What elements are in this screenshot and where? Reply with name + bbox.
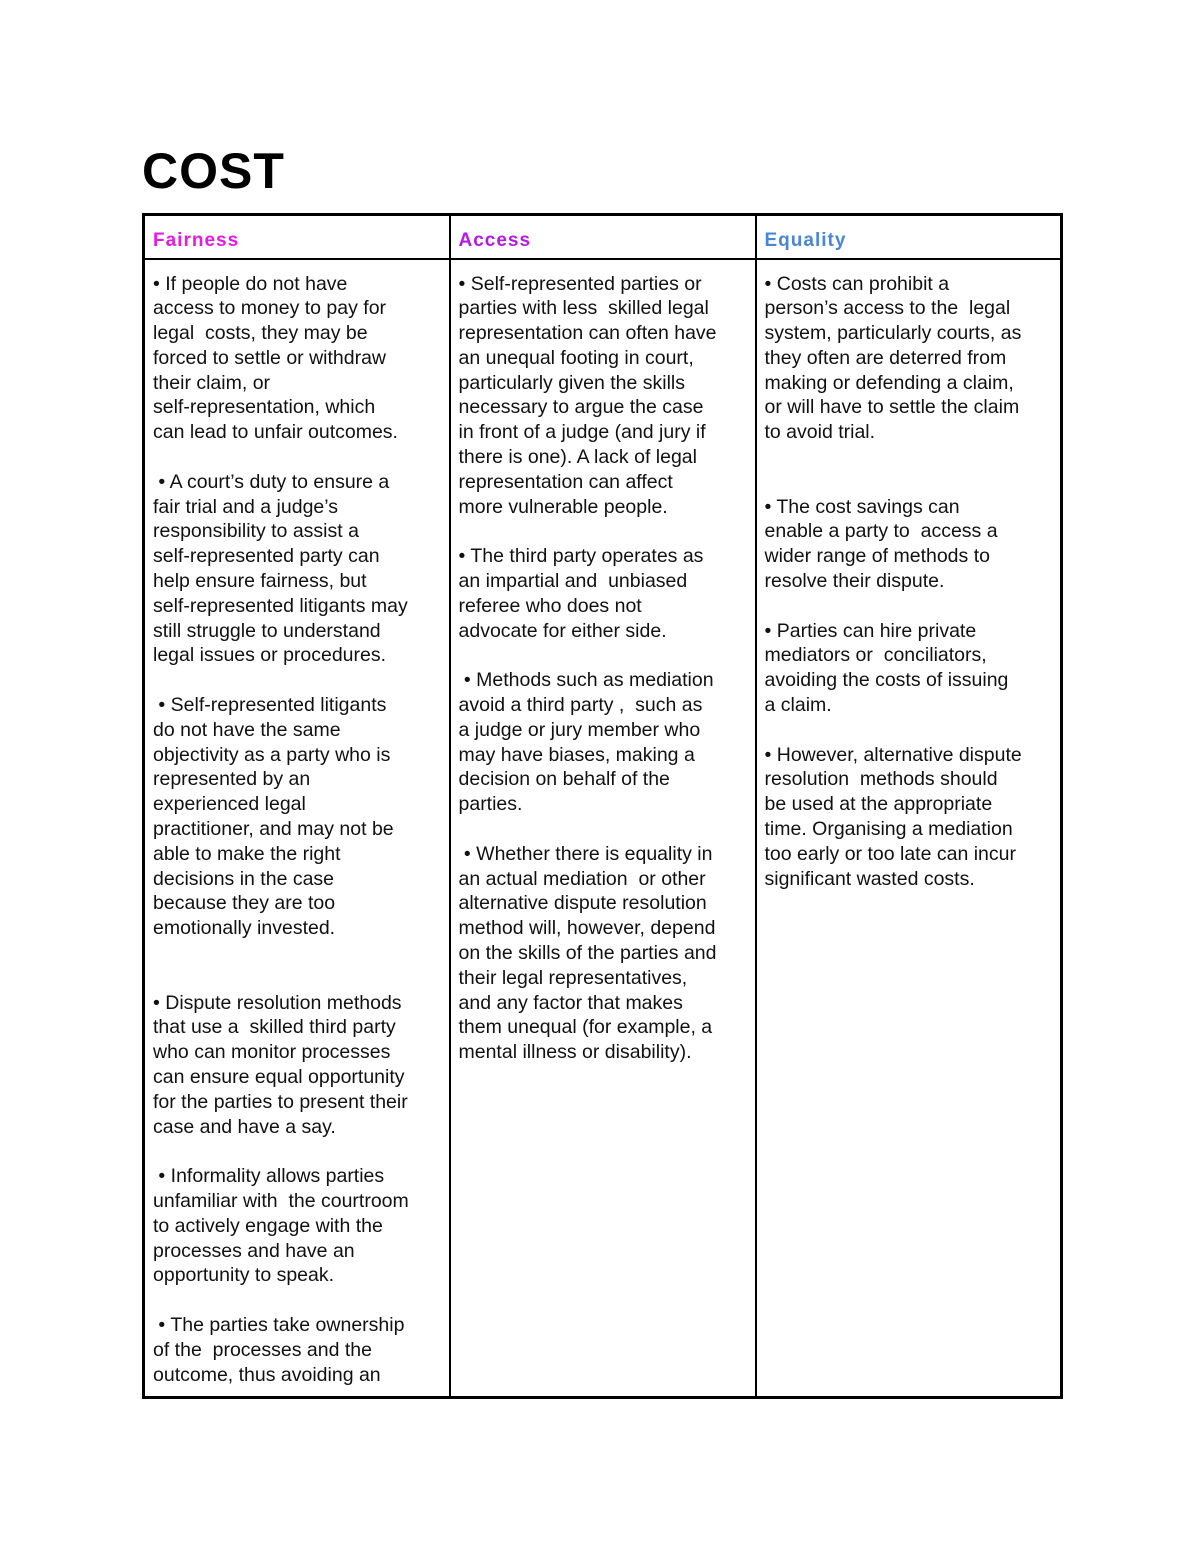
page-title: COST xyxy=(142,143,285,199)
table-body-row xyxy=(144,259,1062,1398)
fairness-bullet-5: • Informality allows parties unfamiliar with the courtroom to actively engage with the processes and have an opportunity to speak. xyxy=(153,1165,409,1287)
cost-comparison-table xyxy=(142,213,1063,1399)
equality-cell xyxy=(756,259,1062,1398)
fairness-bullet-4: • Dispute resolution methods that use a skilled third party who can monitor processes can ensure equal opportunity for the parties to present their case and have a say. xyxy=(153,991,408,1138)
access-bullet-3: • Methods such as mediation avoid a third party , such as a judge or jury member who may have biases, making a decision on behalf of the parties. xyxy=(458,669,714,816)
fairness-bullet-6: • The parties take ownership of the processes and the outcome, thus avoiding an xyxy=(153,1313,405,1386)
column-header-equality: Equality xyxy=(756,215,1062,259)
column-header-fairness: Fairness xyxy=(144,215,450,259)
column-header-access: Access xyxy=(450,215,756,259)
equality-bullet-2: • The cost savings can enable a party to access a wider range of methods to resolve their dispute. xyxy=(764,495,998,593)
access-cell xyxy=(450,259,756,1398)
fairness-cell xyxy=(144,259,450,1398)
fairness-bullet-3: • Self-represented litigants do not have the same objectivity as a party who is represented by an experienced legal practitioner, and may not be able to make the right decisions in the case because they are too emotionally invested. xyxy=(153,694,394,940)
fairness-bullet-2: • A court’s duty to ensure a fair trial and a judge’s responsibility to assist a self-represented party can help ensure fairness, but self-represented litigants may still struggle to understand legal issues or procedures. xyxy=(153,470,408,667)
access-bullet-2: • The third party operates as an impartial and unbiased referee who does not advocate for either side. xyxy=(458,545,704,642)
equality-bullet-3: • Parties can hire private mediators or conciliators, avoiding the costs of issuing a claim. xyxy=(764,619,1009,717)
equality-bullet-1: • Costs can prohibit a person’s access to the legal system, particularly courts, as they often are deterred from making or defending a claim, or will have to settle the claim to avoid trial. xyxy=(764,272,1022,444)
access-bullet-4: • Whether there is equality in an actual mediation or other alternative dispute resolution method will, however, depend on the skills of the parties and their legal representatives, and any factor that makes them unequal (for example, a mental illness or disability). xyxy=(458,842,717,1064)
equality-bullet-4: • However, alternative dispute resolution methods should be used at the appropriate time. Organising a mediation too early or too late can incur significant wasted costs. xyxy=(764,743,1022,890)
access-bullet-1: • Self-represented parties or parties with less skilled legal representation can often have an unequal footing in court, particularly given the skills necessary to argue the case in front of a judge (and jury if there is one). A lack of legal representation can affect more vulnerable people. xyxy=(458,272,717,518)
table-header-row xyxy=(144,215,1062,259)
fairness-bullet-1: • If people do not have access to money to pay for legal costs, they may be forced to settle or withdraw their claim, or self-representation, which can lead to unfair outcomes. xyxy=(153,272,398,444)
